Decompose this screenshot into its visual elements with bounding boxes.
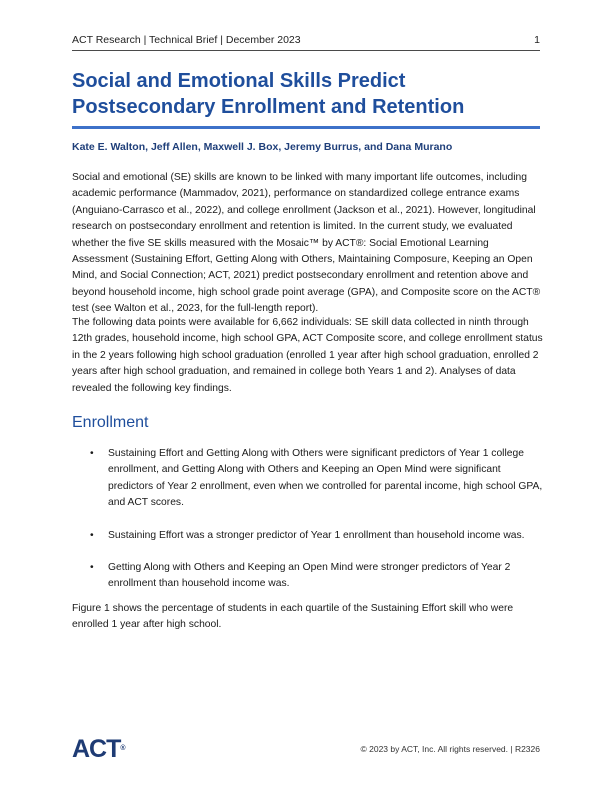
registered-mark: ® [120,745,126,752]
finding-text: Getting Along with Others and Keeping an Open Mind were stronger predictors of Year 2 enrollment than household income was. [108,562,511,590]
findings-list [90,446,544,609]
logo-text: ACT [72,735,121,763]
copyright-footer: © 2023 by ACT, Inc. All rights reserved. | R2326 [360,744,540,754]
bullet-icon: • [90,562,94,574]
finding-item [90,446,544,512]
finding-item [90,528,544,544]
intro-paragraph: Social and emotional (SE) skills are known to be linked with many important life outcomes, including academic performance (Mammadov, 2021), performance on standardized college entrance exams (Anguiano-Carrasco et al., 2022), and college enrollment (Jackson et al., 2021). However, longitudinal research on postsecondary enrollment and retention is limited. In the current study, we evaluated whether the five SE skills measured with the Mosaic™ by ACT®: Social Emotional Learning Assessment (Sustaining Effort, Getting Along with Others, Maintaining Composure, Keeping an Open Mind, and Social Connection; ACT, 2021) predict postsecondary enrollment and retention above and beyond household income, high school grade point average (GPA), and Composite score on the ACT® test (see Walton et al., 2023, for the full-length report). [72,172,541,315]
document-title: Social and Emotional Skills Predict Postsecondary Enrollment and Retention [72,70,465,118]
finding-text: Sustaining Effort and Getting Along with Others were significant predictors of Year 1 college enrollment, and Getting Along with Others and Keeping an Open Mind were significant predictors of Year 2 enrollment, even when we controlled for parental income, high school GPA, and ACT scores. [108,448,543,509]
page-header [72,34,540,50]
finding-text: Sustaining Effort was a stronger predictor of Year 1 enrollment than household income was. [108,529,525,541]
author-list: Kate E. Walton, Jeff Allen, Maxwell J. Box, Jeremy Burrus, and Dana Murano [72,141,453,153]
act-logo [72,736,126,762]
finding-item [90,560,544,593]
bullet-icon: • [90,529,94,541]
running-header: ACT Research | Technical Brief | December 2023 [72,34,301,46]
title-divider [72,126,540,129]
header-divider [72,50,540,51]
figure-intro-paragraph: Figure 1 shows the percentage of students in each quartile of the Sustaining Effort skill who were enrolled 1 year after high school. [72,603,514,631]
page-number: 1 [534,34,540,46]
bullet-icon: • [90,448,94,459]
section-heading-enrollment: Enrollment [72,414,149,431]
data-paragraph: The following data points were available for 6,662 individuals: SE skill data collected in ninth through 12th grades, household income, high school GPA, ACT Composite score, and college enrollment status in the 2 years following high school graduation (enrolled 1 year after high school graduation, enrolled 2 years after high school graduation, and remained in college both Years 1 and 2). Analyses of data revealed the following key findings. [72,317,543,394]
